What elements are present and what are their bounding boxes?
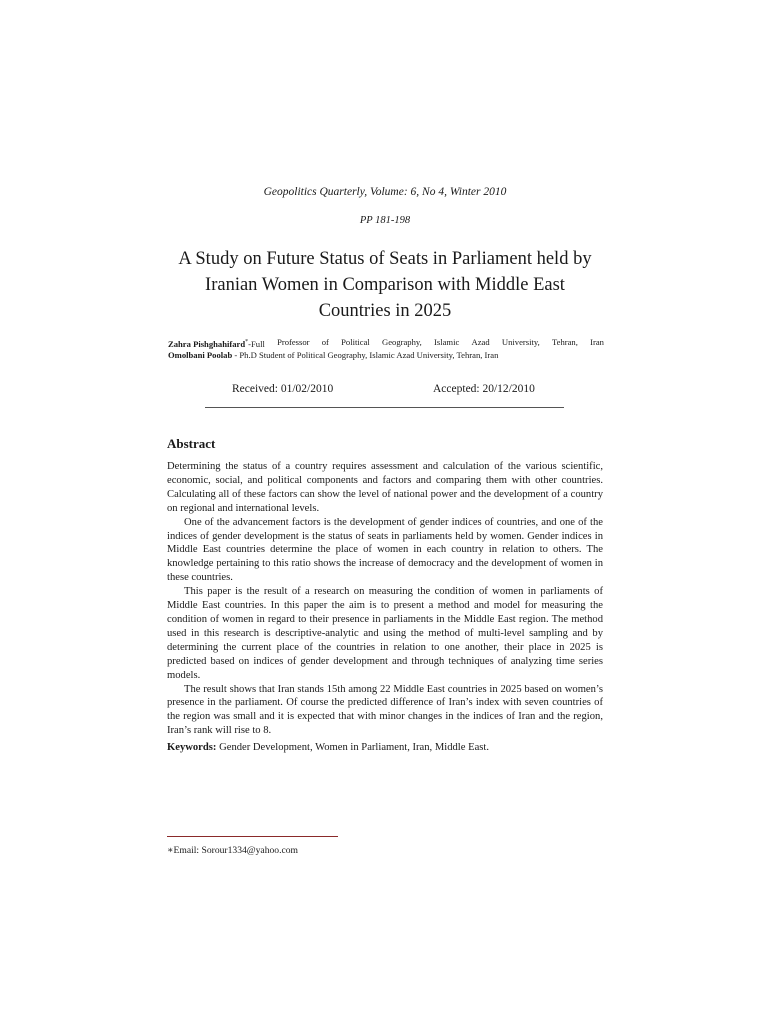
author-1-line	[168, 336, 604, 350]
title-line: Countries in 2025	[318, 301, 452, 321]
journal-header: Geopolitics Quarterly, Volume: 6, No 4, Winter 2010	[263, 186, 507, 198]
author-1	[168, 336, 265, 350]
affil-word: Tehran,	[551, 337, 578, 347]
author-2-name: Omolbani Poolab	[168, 350, 233, 360]
title-line: A Study on Future Status of Seats in Parliament held by	[178, 249, 592, 269]
keywords-label: Keywords:	[167, 742, 217, 753]
accepted-date: Accepted: 20/12/2010	[433, 383, 535, 395]
abstract-heading: Abstract	[167, 436, 216, 451]
affil-word: Professor	[277, 337, 310, 347]
affil-word: Political	[341, 337, 370, 347]
divider	[205, 407, 564, 408]
keywords-text: Gender Development, Women in Parliament, Iran, Middle East.	[216, 742, 489, 753]
affil-word: Azad	[471, 337, 490, 347]
affil-word: -Full	[248, 339, 265, 349]
author-2-affiliation: - Ph.D Student of Political Geography, Islamic Azad University, Tehran, Iran	[232, 350, 499, 360]
affil-word: Iran	[590, 337, 604, 347]
affil-word: Geography,	[382, 337, 422, 347]
abstract-paragraph: The result shows that Iran stands 15th among 22 Middle East countries in 2025 based on women’s presence in the parliament. Of course the predicted difference of Iran’s index with seven countries of the region was small and it is expected that with minor changes in the indices of Iran and the region, Iran’s rank will rise to 8.	[167, 683, 603, 737]
affil-word: Islamic	[434, 337, 460, 347]
abstract-body	[167, 460, 603, 738]
affil-word: of	[321, 337, 329, 347]
abstract-paragraph: Determining the status of a country requires assessment and calculation of the various scientific, economic, social, and political components and factors and comparing them with other countries. Calculating all of these factors can show the level of national power and the development of a country on regional and international levels.	[167, 461, 603, 514]
keywords-line	[167, 742, 603, 753]
footnote-email: ∗Email: Sorour1334@yahoo.com	[167, 845, 298, 856]
footnote-rule	[167, 836, 338, 837]
received-date: Received: 01/02/2010	[232, 383, 334, 395]
page-range: PP 181-198	[359, 215, 411, 226]
author-2-line	[168, 349, 604, 361]
affil-word: University,	[501, 337, 540, 347]
abstract-paragraph: One of the advancement factors is the development of gender indices of countries, and one of the indices of gender development is the status of seats in parliaments held by women. Gender indices in Middle East countries determine the place of women in each country in relation to others. The knowledge pertaining to this ratio shows the increase of democracy and the development of women in these countries.	[167, 516, 603, 584]
author-1-mark: *	[245, 339, 249, 345]
author-1-name: Zahra Pishghahifard	[168, 339, 246, 349]
title-line: Iranian Women in Comparison with Middle East	[205, 275, 565, 295]
abstract-paragraph: This paper is the result of a research on measuring the condition of women in parliaments of Middle East countries. In this paper the aim is to present a method and model for measuring the condition of women in regard to their presence in parliaments in the Middle East region. The method used in this research is descriptive-analytic and using the method of multi-level sampling and by determining the current place of the countries in relation to one another, their place in 2025 is predicted based on indices of gender development and through techniques of analyzing time series models.	[167, 586, 603, 681]
paper-title	[0, 246, 770, 324]
